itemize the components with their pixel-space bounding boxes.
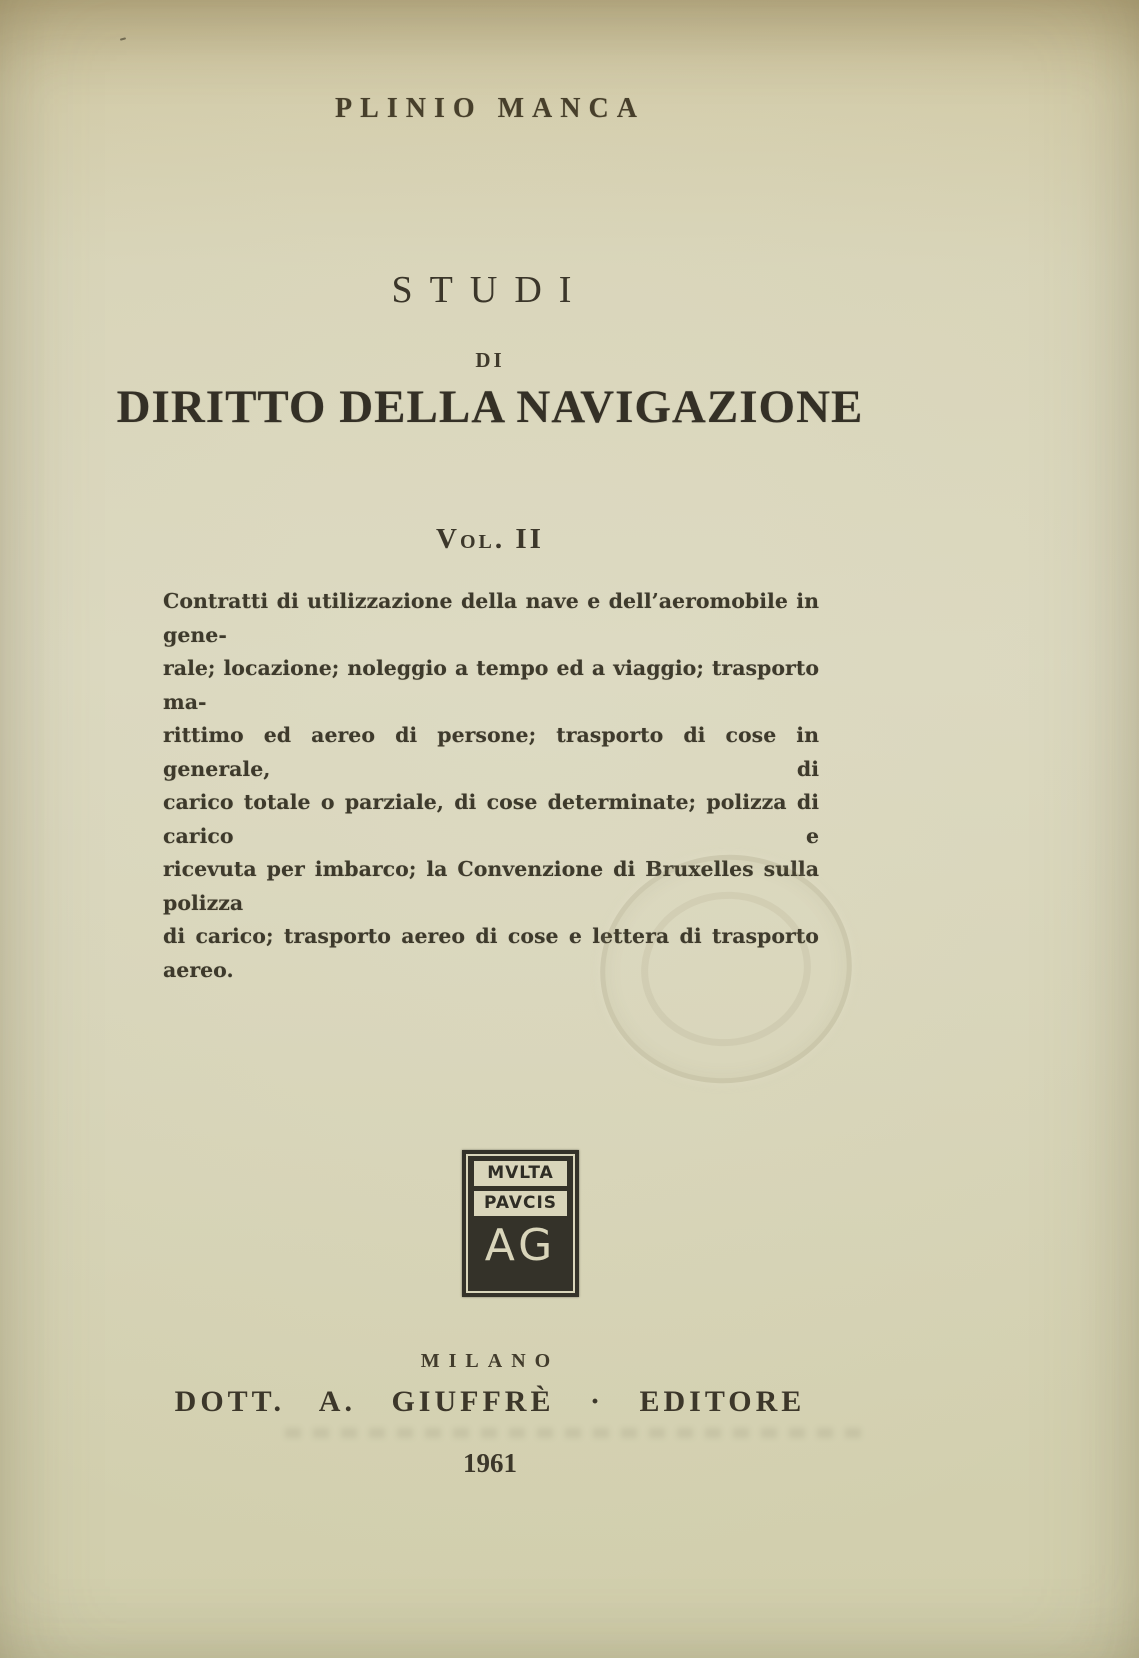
main-title: DIRITTO DELLA NAVIGAZIONE — [116, 381, 864, 433]
summary-line: rittimo ed aereo di persone; trasporto di cose in generale, di — [163, 723, 819, 781]
publisher-logo — [462, 1150, 579, 1297]
imprint-publisher: DOTT. A. GIUFFRÈ · EDITORE — [174, 1385, 806, 1418]
summary-line: carico totale o parziale, di cose determinate; polizza di carico e — [163, 790, 819, 848]
summary-line: ricevuta per imbarco; la Convenzione di Bruxelles sulla polizza — [163, 857, 819, 915]
summary-line: rale; locazione; noleggio a tempo ed a viaggio; trasporto ma- — [163, 656, 819, 714]
verso-show-through — [285, 1428, 865, 1438]
volume-number: Vol. II — [436, 523, 544, 555]
embossed-stamp-inner-ring — [631, 881, 821, 1057]
series-connector: DI — [475, 348, 505, 372]
publisher-logo-motto-top: MVLTA — [474, 1161, 567, 1186]
publisher-logo-motto-bottom: PAVCIS — [474, 1191, 567, 1216]
publisher-logo-frame — [466, 1154, 575, 1293]
imprint-year: 1961 — [463, 1448, 517, 1478]
series-title: STUDI — [391, 269, 589, 311]
author-name: PLINIO MANCA — [335, 93, 645, 124]
summary-line: Contratti di utilizzazione della nave e dell’aeromobile in gene- — [163, 589, 819, 647]
paper-speck — [120, 37, 126, 40]
imprint-city: MILANO — [420, 1350, 560, 1372]
publisher-logo-monogram: AG — [484, 1220, 557, 1271]
summary-line: di carico; trasporto aereo di cose e lettera di trasporto aereo. — [163, 924, 819, 982]
